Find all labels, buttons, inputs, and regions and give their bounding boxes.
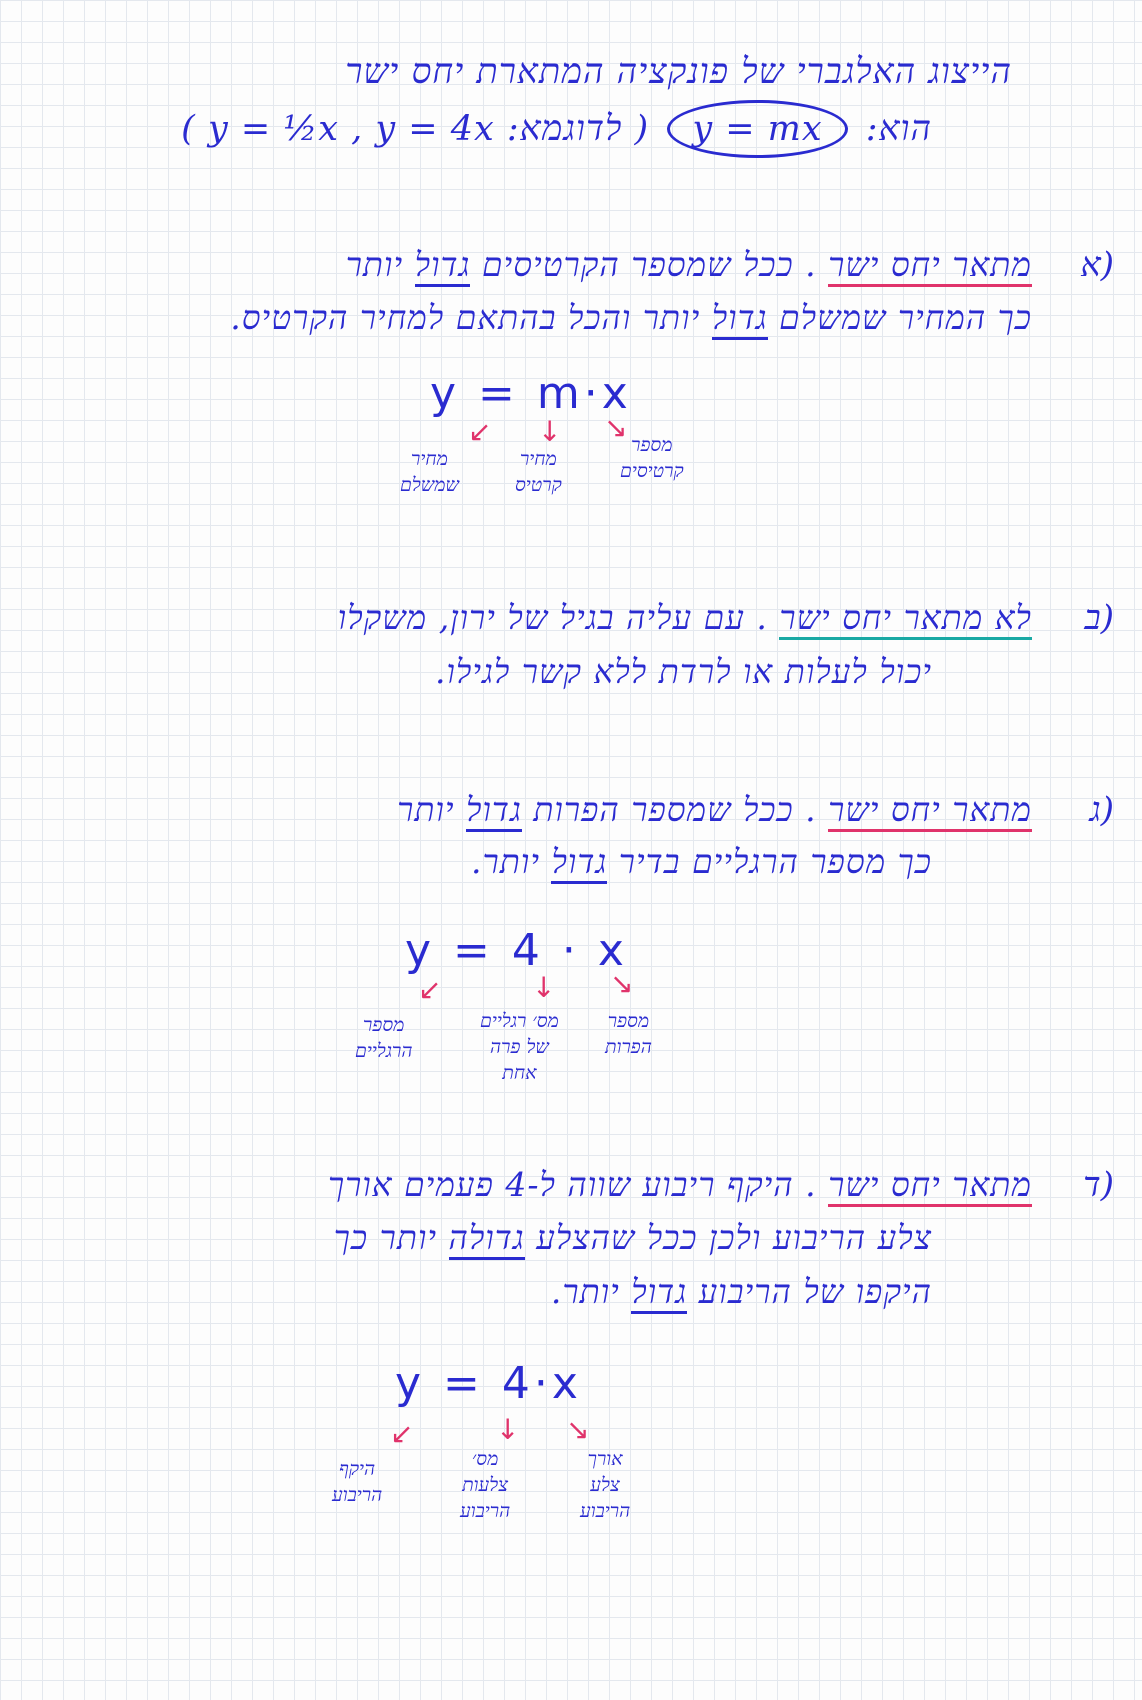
example-2: y = ½x: [207, 109, 339, 149]
section-c-big: גדול: [466, 790, 522, 832]
boxed-formula: y = mx: [667, 100, 847, 158]
section-c-arrow-x: ↘: [610, 967, 634, 1000]
section-d-arrow-y: ↙: [390, 1417, 414, 1450]
section-a-line-1: [346, 245, 1032, 285]
section-d-kind: מתאר יחס ישר: [828, 1165, 1032, 1207]
section-b-kind: לא מתאר יחס ישר: [779, 598, 1032, 640]
section-d-equation: y = 4·x: [395, 1358, 582, 1409]
examples-close: ): [181, 109, 196, 149]
section-a-marker: א): [1080, 245, 1114, 285]
section-d-arrow-m: ↓: [496, 1413, 520, 1446]
section-b-line-1: [338, 598, 1032, 638]
section-b-line-2: יכול לעלות או לרדת ללא קשר לגילו.: [434, 652, 932, 691]
intro-line-2: [181, 100, 932, 158]
section-a-label-m: מחיר קרטיס: [515, 448, 562, 496]
section-c-arrow-y: ↙: [418, 973, 442, 1006]
section-d-label-x: אורך צלע הריבוע: [580, 1448, 631, 1522]
intro-lead: הוא:: [865, 109, 932, 149]
section-a-kind: מתאר יחס ישר: [828, 245, 1032, 287]
section-c-line-2: כך מספר הרגליים בדיר גדול יותר.: [471, 842, 932, 882]
section-a-equation: y = m·x: [430, 368, 632, 419]
section-d-line2-big: גדולה: [449, 1218, 525, 1260]
section-c-label-m: מס׳ רגליים של פרה אחת: [480, 1010, 559, 1084]
section-b-marker: ב): [1084, 598, 1114, 638]
section-c-kind: מתאר יחס ישר: [828, 790, 1032, 832]
section-c-arrow-m: ↓: [532, 971, 556, 1004]
section-d-marker: ד): [1083, 1165, 1114, 1205]
section-d-label-y: היקף הריבוע: [332, 1458, 383, 1506]
section-a-big: גדול: [415, 245, 471, 287]
example-1: y = 4x: [375, 109, 495, 149]
section-c-line2-big: גדול: [551, 842, 607, 884]
section-a-line1-rest: . ככל שמספר הקרטיסים: [481, 245, 817, 284]
section-d-arrow-x: ↘: [566, 1413, 590, 1446]
section-a-arrow-m: ↓: [538, 415, 562, 448]
section-d-line-3: היקפו של הריבוע גדול יותר.: [551, 1272, 932, 1312]
examples-open: ( לדוגמא:: [506, 109, 650, 149]
section-d-line3-big: גדול: [631, 1272, 687, 1314]
examples-comma: ,: [351, 109, 364, 149]
section-c-line1-rest: . ככל שמספר הפרות: [533, 790, 817, 829]
intro-line-1: הייצוג האלגברי של פונקציה המתארת יחס ישר: [345, 52, 1012, 92]
section-c-label-y: מספר הרגליים: [355, 1014, 413, 1062]
section-c-marker: ג): [1089, 790, 1114, 830]
section-d-line1-rest: . היקף ריבוע שווה ל-4 פעמים אורך: [327, 1165, 817, 1204]
section-a-line1-end: יותר: [345, 245, 404, 284]
section-a-label-x: מספר קרטיסים: [620, 434, 684, 482]
section-c-equation: y = 4 · x: [405, 925, 628, 976]
section-c-line-1: [397, 790, 1032, 830]
section-d-label-m: מס׳ צלעות הריבוע: [460, 1448, 511, 1522]
section-a-line-2: כך המחיר שמשלם גדול יותר והכל בהתאם למחיר הקרטיס.: [230, 298, 1032, 338]
section-d-line-1: [328, 1165, 1032, 1205]
section-a-arrow-x: ↘: [604, 411, 628, 444]
section-c-label-x: מספר הפרות: [605, 1010, 652, 1058]
section-b-line1-rest: . עם עליה בגיל של ירון, משקלו: [337, 598, 768, 637]
section-a-label-y: מחיר שמשלם: [400, 448, 459, 496]
section-d-line-2: צלע הריבוע ולכן ככל שהצלע גדולה יותר כך: [334, 1218, 932, 1258]
section-a-arrow-y: ↙: [468, 415, 492, 448]
section-a-line2-big: גדול: [712, 298, 768, 340]
section-c-line1-end: יותר: [397, 790, 455, 829]
